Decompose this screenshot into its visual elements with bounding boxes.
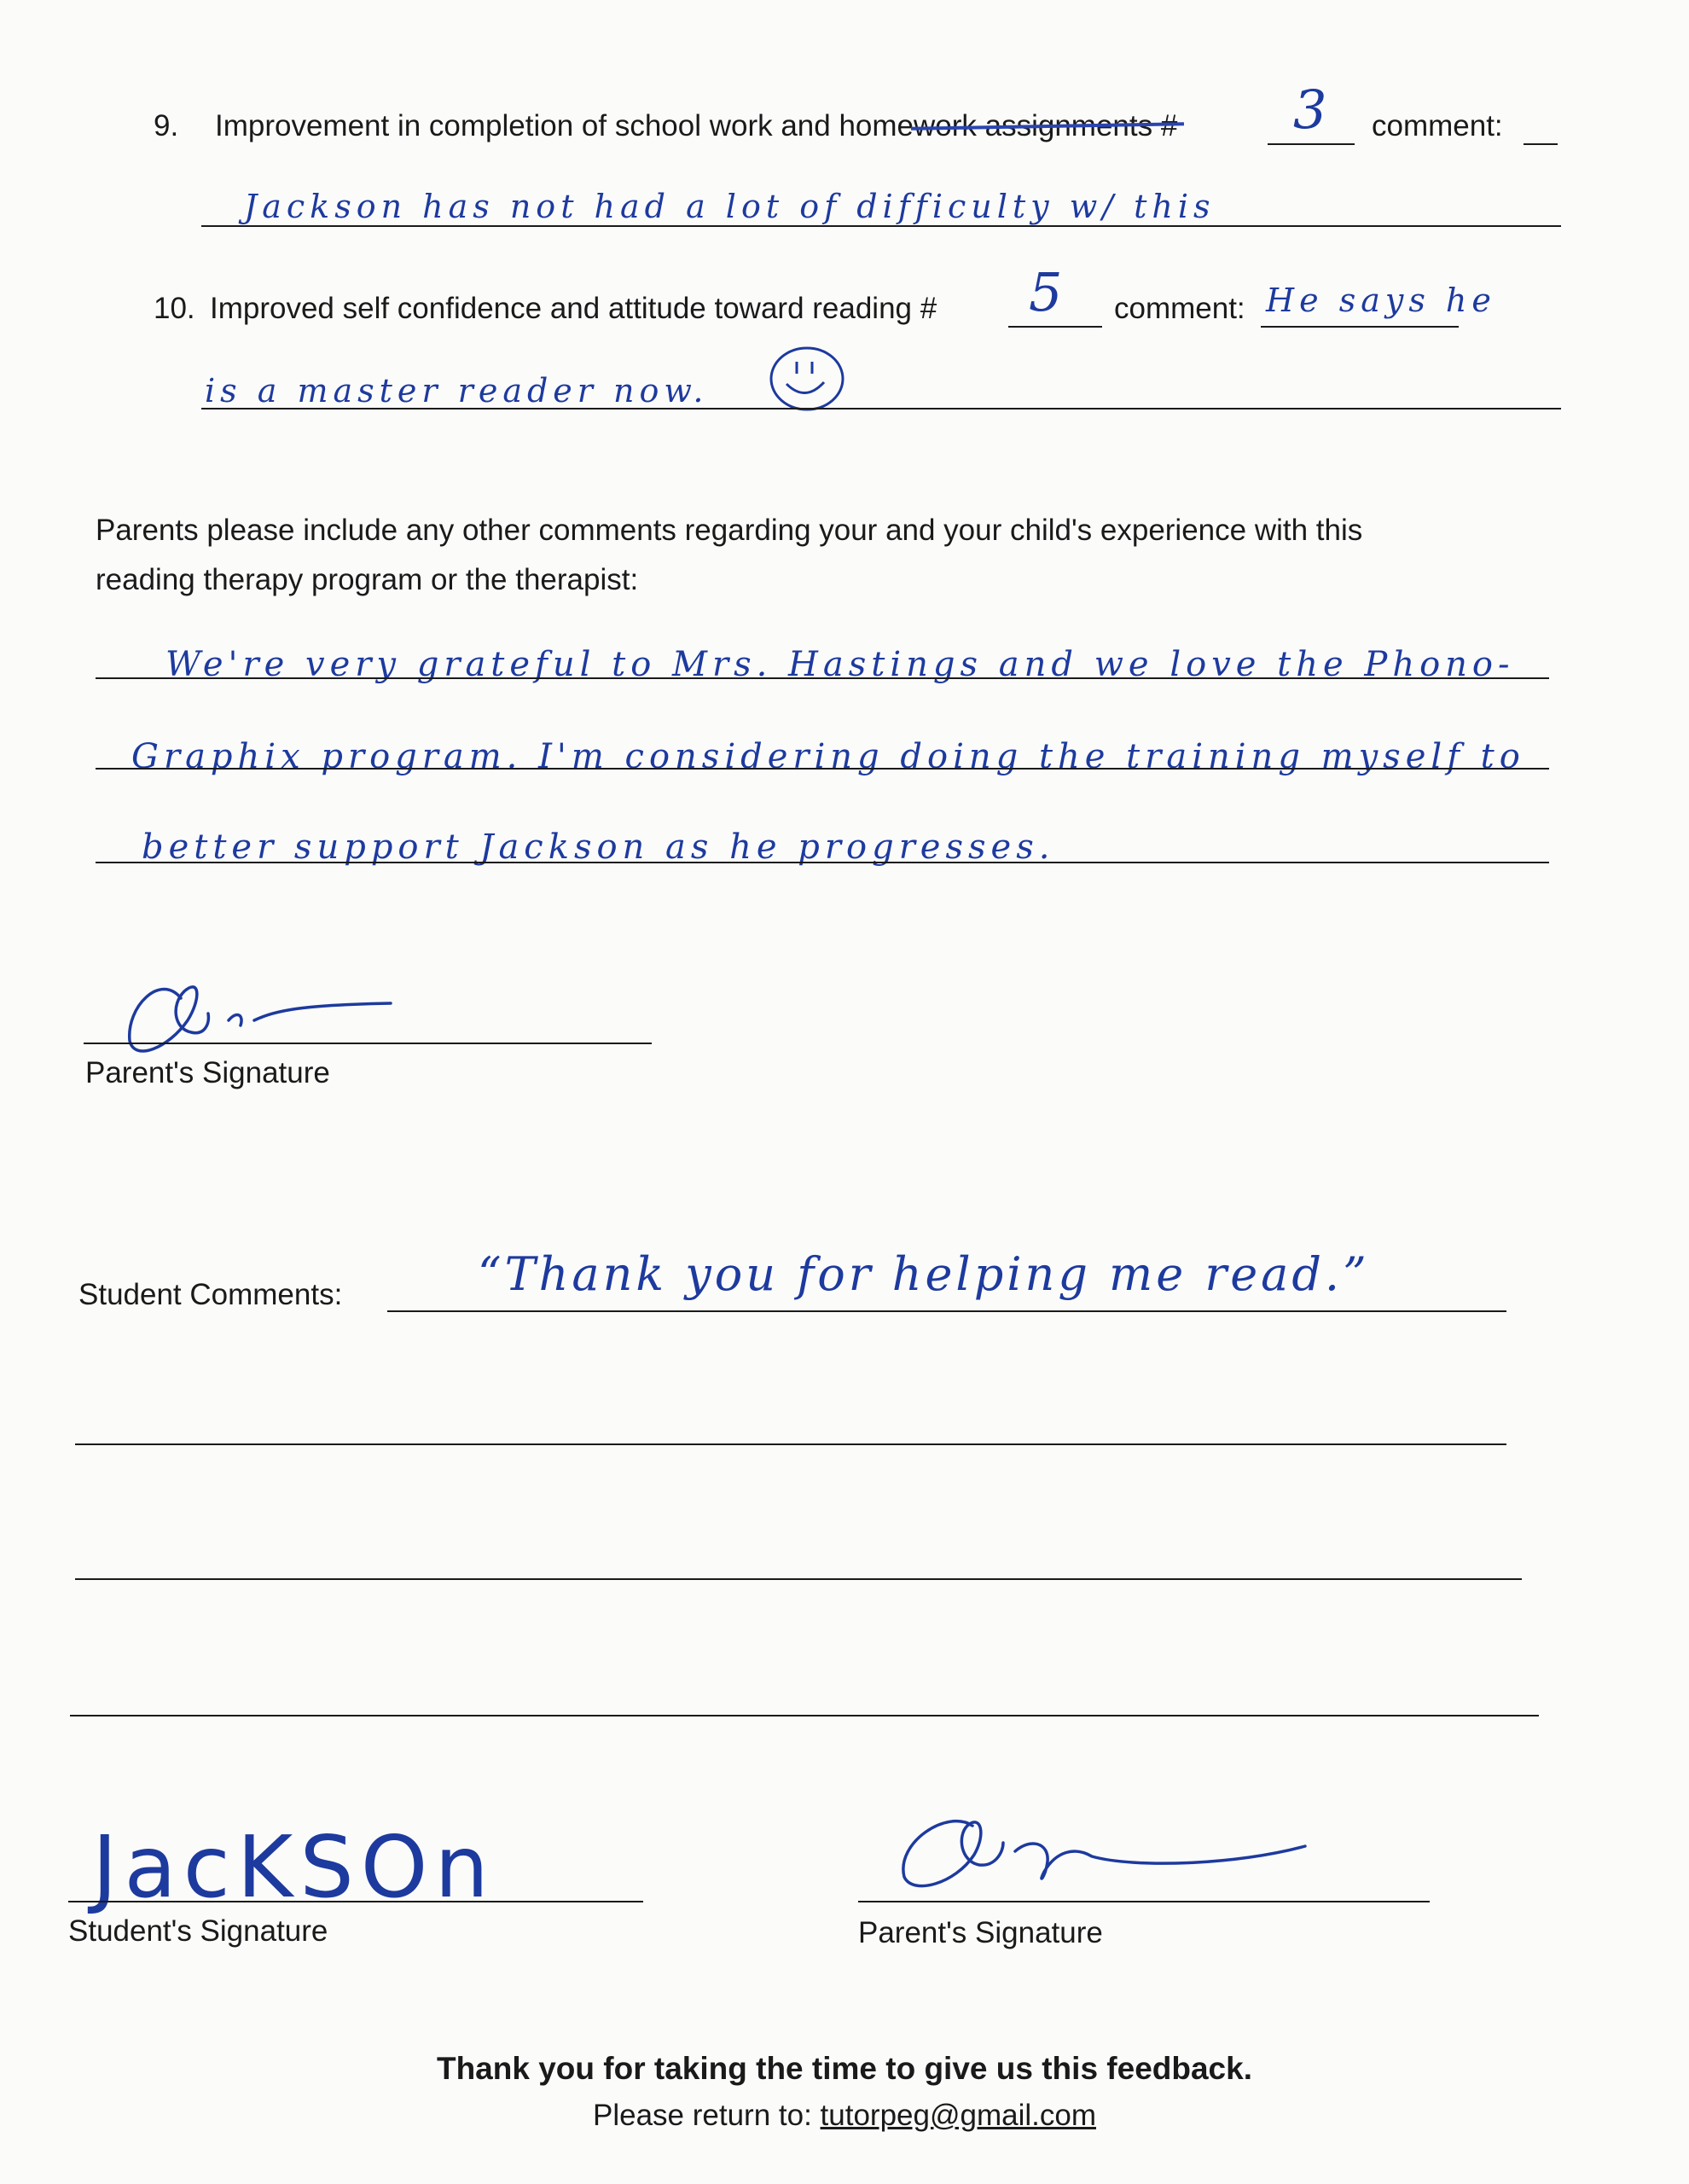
student-signature-line xyxy=(68,1901,643,1902)
q10-comment-label: comment: xyxy=(1114,292,1245,325)
parent-signature-2-drawing xyxy=(879,1783,1322,1902)
student-signature-drawing: JacKSOn xyxy=(92,1817,496,1917)
parent-comment-rule1 xyxy=(96,677,1549,679)
q9-comment: Jackson has not had a lot of difficulty w/ this xyxy=(244,188,1216,225)
student-comments-line3 xyxy=(75,1578,1522,1580)
student-comments-line4 xyxy=(70,1715,1539,1716)
parent-comment-line2: Graphix program. I'm considering doing the training myself to xyxy=(131,737,1525,776)
student-comment-text: “Thank you for helping me read.” xyxy=(478,1247,1370,1301)
parent-signature-2-line xyxy=(858,1901,1430,1902)
q9-comment-label: comment: xyxy=(1372,109,1503,142)
parent-comment-line1: We're very grateful to Mrs. Hastings and we love the Phono- xyxy=(165,645,1515,684)
q9-number: 9. xyxy=(154,109,179,142)
q9-rating: 3 xyxy=(1293,78,1332,141)
student-signature-label: Student's Signature xyxy=(68,1914,328,1948)
footer-return xyxy=(0,2099,1689,2133)
q10-comment-line xyxy=(201,408,1561,410)
q10-number: 10. xyxy=(154,292,195,325)
student-comments-line1 xyxy=(387,1310,1506,1312)
footer-email-link[interactable]: tutorpeg@gmail.com xyxy=(820,2099,1096,2132)
footer-return-label: Please return to: xyxy=(593,2099,812,2132)
parent-comments-prompt-line1: Parents please include any other comments regarding your and your child's experience with this xyxy=(96,514,1363,547)
q10-rating-line xyxy=(1008,326,1102,328)
parent-comments-prompt-line2: reading therapy program or the therapist: xyxy=(96,563,639,596)
parent-comment-rule3 xyxy=(96,862,1549,863)
smiley-face-drawing xyxy=(764,343,850,415)
q9-comment-tail-line xyxy=(1524,143,1558,145)
parent-signature-1-label: Parent's Signature xyxy=(85,1056,330,1089)
q9-text: Improvement in completion of school work and homework assignments # xyxy=(215,109,1178,142)
q10-text: Improved self confidence and attitude toward reading # xyxy=(210,292,937,325)
parent-signature-1-drawing xyxy=(109,947,433,1058)
parent-signature-1-line xyxy=(84,1043,652,1044)
parent-comment-line3: better support Jackson as he progresses. xyxy=(142,828,1055,867)
parent-comment-rule2 xyxy=(96,768,1549,770)
footer-thanks: Thank you for taking the time to give us this feedback. xyxy=(436,2051,1252,2086)
parent-signature-2-label: Parent's Signature xyxy=(858,1916,1103,1949)
q9-comment-line xyxy=(201,225,1561,227)
student-comments-line2 xyxy=(75,1443,1506,1445)
student-comments-label: Student Comments: xyxy=(78,1278,343,1311)
q10-comment-line2: is a master reader now. xyxy=(205,372,709,410)
q10-rating: 5 xyxy=(1029,261,1068,323)
q10-comment-tail-line xyxy=(1261,326,1459,328)
q9-rating-line xyxy=(1268,143,1355,145)
q10-comment-line1: He says he xyxy=(1266,282,1496,319)
